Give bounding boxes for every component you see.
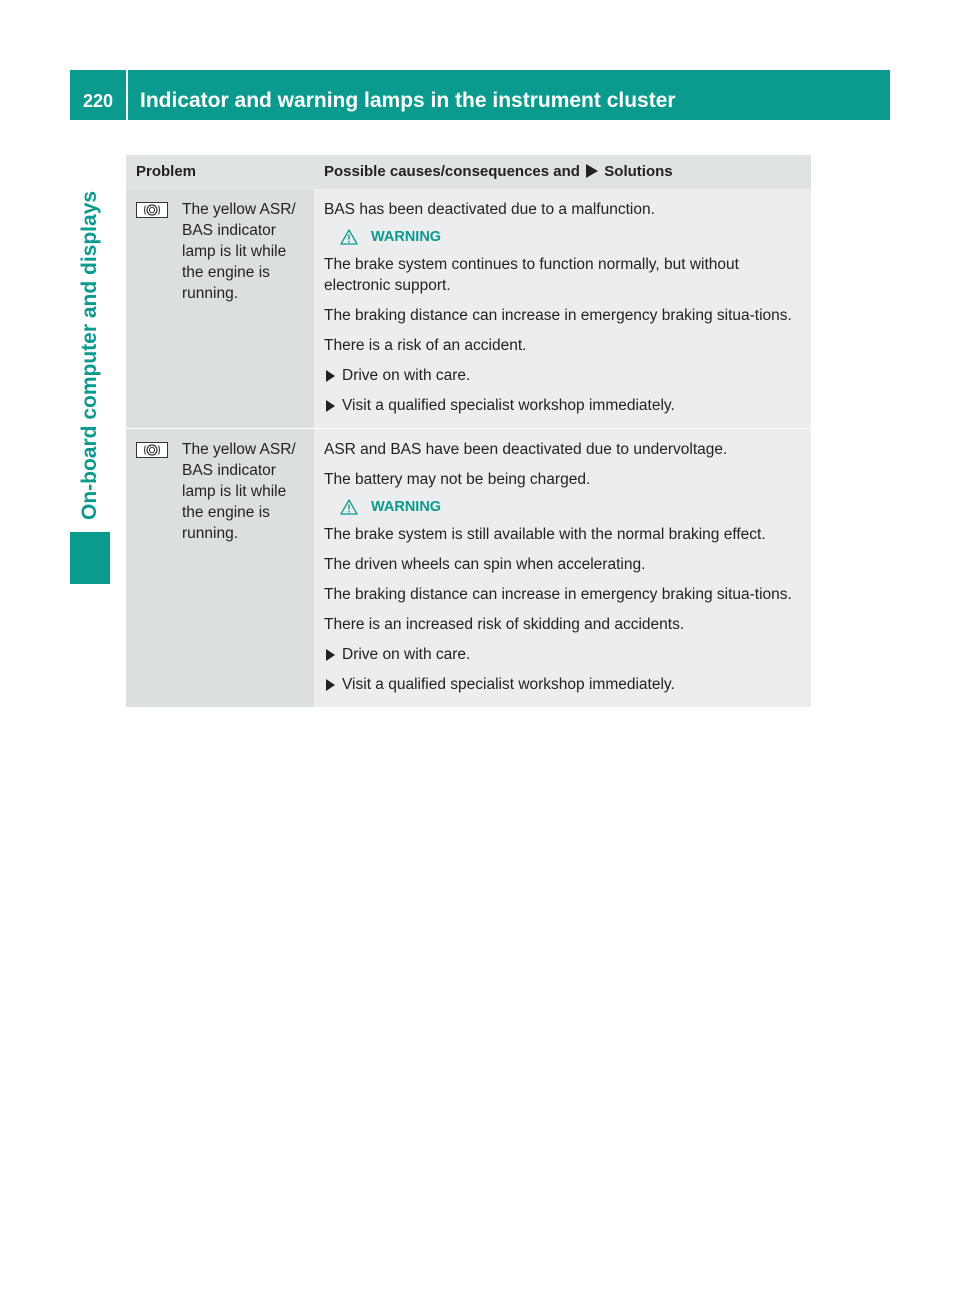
cause-cell (314, 429, 811, 708)
warning-text: There is a risk of an accident. (324, 337, 527, 354)
step-arrow-icon (326, 679, 335, 691)
side-tab-label: On-board computer and displays (78, 190, 101, 520)
step-text: Visit a qualified specialist workshop immediately. (342, 397, 675, 414)
cause-intro-secondary: The battery may not be being charged. (324, 471, 591, 488)
warning-text: The braking distance can increase in emergency braking situa-tions. (324, 586, 792, 603)
problem-cell (126, 189, 314, 429)
warning-triangle-icon (340, 499, 358, 515)
cause-intro: BAS has been deactivated due to a malfunction. (324, 201, 655, 218)
action-step (324, 644, 801, 665)
warning-label: WARNING (371, 499, 442, 515)
step-arrow-icon (326, 400, 335, 412)
warning-text: The driven wheels can spin when accelerating. (324, 556, 646, 573)
cause-cell (314, 189, 811, 429)
table-header-row (126, 155, 811, 189)
warning-text: There is an increased risk of skidding and accidents. (324, 616, 685, 633)
step-text: Visit a qualified specialist workshop immediately. (342, 676, 675, 693)
side-tab-marker (70, 532, 110, 584)
step-text: Drive on with care. (342, 646, 471, 663)
step-text: Drive on with care. (342, 367, 471, 384)
cause-intro: ASR and BAS have been deactivated due to undervoltage. (324, 441, 728, 458)
warning-text: The braking distance can increase in emergency braking situa-tions. (324, 307, 792, 324)
column-header-causes (314, 155, 811, 189)
problem-cell (126, 429, 314, 708)
warning-text: The brake system continues to function normally, but without electronic support. (324, 256, 739, 294)
action-step (324, 395, 801, 416)
abs-brake-lamp-icon (136, 442, 168, 458)
solutions-arrow-icon (586, 164, 598, 178)
page-title: Indicator and warning lamps in the instrument cluster (140, 89, 676, 112)
step-arrow-icon (326, 370, 335, 382)
warning-heading (340, 499, 801, 515)
warning-heading (340, 229, 801, 245)
table-row (126, 429, 811, 708)
problem-text: The yellow ASR/ BAS indicator lamp is lit while the engine is running. (182, 201, 296, 302)
column-header-causes-label: Possible causes/consequences and (324, 163, 580, 180)
column-header-problem: Problem (126, 155, 314, 189)
action-step (324, 674, 801, 695)
abs-brake-lamp-icon (136, 202, 168, 218)
header-divider (126, 70, 128, 120)
warning-label: WARNING (371, 229, 442, 245)
page-number: 220 (82, 91, 114, 111)
action-step (324, 365, 801, 386)
step-arrow-icon (326, 649, 335, 661)
warning-triangle-icon (340, 229, 358, 245)
table-row (126, 189, 811, 429)
column-header-solutions-label: Solutions (604, 163, 673, 180)
problem-text: The yellow ASR/ BAS indicator lamp is lit while the engine is running. (182, 441, 296, 542)
problem-solution-table (126, 155, 811, 707)
warning-text: The brake system is still available with the normal braking effect. (324, 526, 766, 543)
